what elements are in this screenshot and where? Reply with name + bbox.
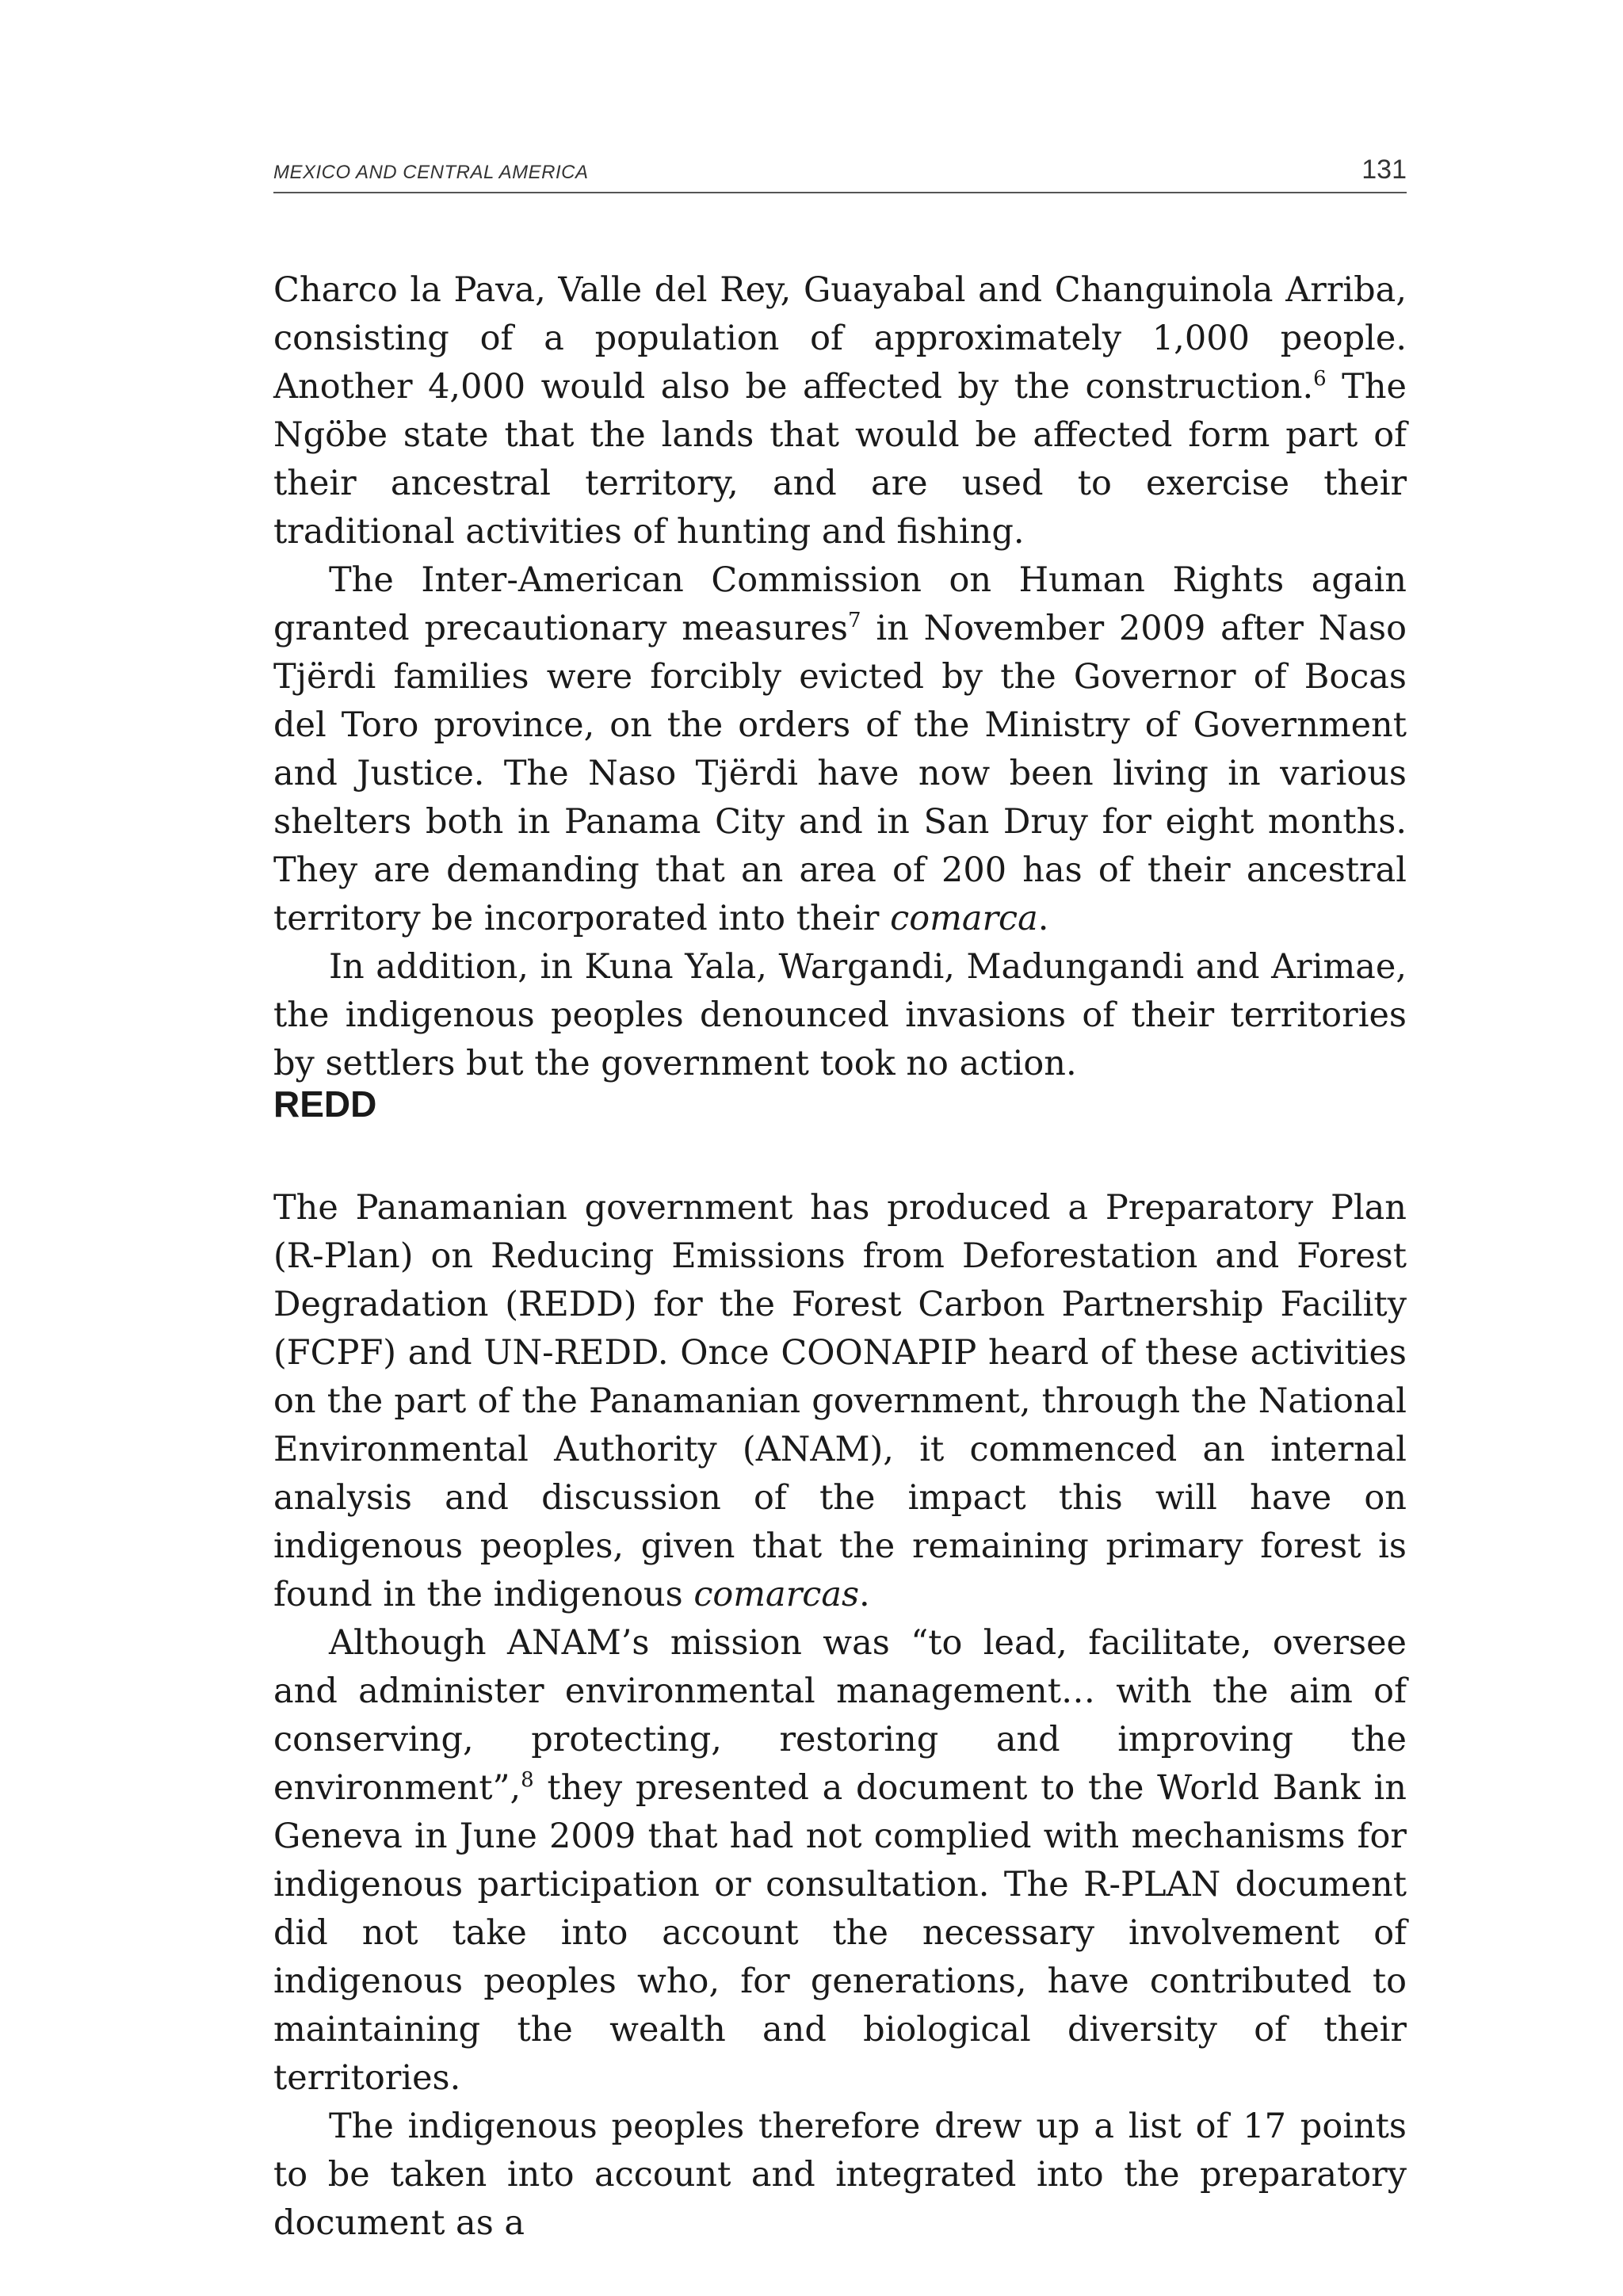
- running-head: [273, 151, 1407, 193]
- paragraph: In addition, in Kuna Yala, Wargandi, Madungandi and Arimae, the indigenous peoples denounced invasions of their territories by settlers but the government took no action.: [273, 947, 1407, 1083]
- section-heading: REDD: [273, 1083, 377, 1125]
- footnote-ref[interactable]: 6: [1313, 367, 1327, 391]
- body-text-section-2: [273, 1184, 1407, 2248]
- footnote-ref[interactable]: 8: [521, 1768, 534, 1792]
- paragraph: The Panamanian government has produced a Preparatory Plan (R-Plan) on Reducing Emissions from Deforestation and Forest Degradation (REDD) for the Forest Carbon Partnership Facility (FCPF) and UN-REDD. Once COONAPIP heard of these activities on the part of the Panamanian government, through the National Environmental Authority (ANAM), it commenced an internal analysis and discussion of the impact this will have on indigenous peoples, given that the remaining primary forest is found in the indigenous comarcas.: [273, 1188, 1407, 1614]
- page-number: 131: [1361, 155, 1407, 185]
- paragraph: Although ANAM’s mission was “to lead, facilitate, oversee and administer environmental management… with the aim of conserving, protecting, restoring and improving the environment”,$^8$ they presented a document to the World Bank in Geneva in June 2009 that had not complied with mechanisms for indigenous participation or consultation. The R-PLAN document did not take into account the necessary involvement of indigenous peoples who, for generations, have contributed to maintaining the wealth and biological diversity of their territories.: [273, 1623, 1407, 2098]
- footnote-ref[interactable]: 7: [847, 609, 861, 632]
- paragraph: The indigenous peoples therefore drew up a list of 17 points to be taken into account and integrated into the preparatory document as a: [273, 2107, 1407, 2243]
- running-head-title: MEXICO AND CENTRAL AMERICA: [273, 162, 589, 183]
- paragraph: The Inter-American Commission on Human Rights again granted precautionary measures$^7$ in November 2009 after Naso Tjërdi families were forcibly evicted by the Governor of Bocas del Toro province, on the orders of the Ministry of Government and Justice. The Naso Tjërdi have now been living in various shelters both in Panama City and in San Druy for eight months. They are demanding that an area of 200 has of their ancestral territory be incorporated into their comarca.: [273, 560, 1407, 938]
- body-text-section-1: [273, 266, 1407, 1088]
- paragraph: Charco la Pava, Valle del Rey, Guayabal and Changuinola Arriba, consisting of a population of approximately 1,000 people. Another 4,000 would also be affected by the construction.$^6$ The Ngöbe state that the lands that would be affected form part of their ancestral territory, and are used to exercise their traditional activities of hunting and fishing.: [273, 270, 1407, 552]
